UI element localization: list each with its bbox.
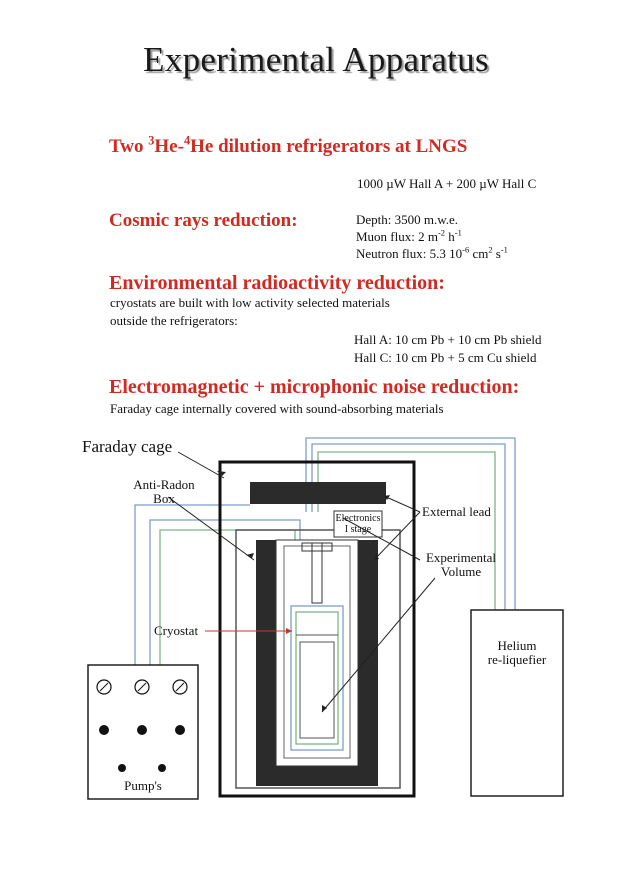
helium-reliquefier-label bbox=[471, 639, 563, 667]
power-note-b: W Hall A + 200 bbox=[393, 176, 480, 191]
anti-radon-label bbox=[128, 478, 200, 506]
experimental-volume-label-2: Volume bbox=[440, 564, 482, 579]
page-title: Experimental Apparatus bbox=[143, 40, 489, 79]
neutron-sup-3: -1 bbox=[500, 244, 508, 255]
pump-knob-3 bbox=[175, 725, 185, 735]
hall-a-shield: Hall A: 10 cm Pb + 10 cm Pb shield bbox=[354, 332, 542, 347]
experimental-volume-label bbox=[418, 551, 504, 579]
anti-radon-label-2: Box bbox=[153, 491, 175, 506]
muon-mid: h bbox=[445, 229, 455, 244]
experimental-volume-label-1: Experimental bbox=[425, 550, 497, 565]
cryostat-shell bbox=[276, 540, 358, 766]
dilution-heading-pre: Two bbox=[109, 136, 149, 157]
pump-knob-1 bbox=[99, 725, 109, 735]
leader-anti-radon bbox=[168, 497, 254, 560]
mu-symbol-a: µ bbox=[386, 176, 394, 191]
faraday-cage-label: Faraday cage bbox=[82, 437, 173, 456]
cosmic-heading: Cosmic rays reduction: bbox=[109, 210, 298, 231]
power-note-c: W Hall C bbox=[486, 176, 537, 191]
neutron-pre: Neutron flux: 5.3 10 bbox=[356, 246, 463, 261]
dilution-sup-4: 4 bbox=[183, 133, 191, 148]
pump-pipe-left bbox=[135, 505, 250, 665]
electronics-label-1: Electronics bbox=[335, 513, 381, 524]
helium-label-1: Helium bbox=[497, 638, 537, 653]
noise-heading: Electromagnetic + microphonic noise reduction: bbox=[109, 376, 520, 398]
top-lead-slab bbox=[250, 482, 386, 504]
pumps-label: Pump's bbox=[124, 778, 162, 793]
pump-knob-4 bbox=[118, 764, 126, 772]
environment-heading: Environmental radioactivity reduction: bbox=[109, 272, 445, 294]
neutron-mid-2: s bbox=[492, 246, 501, 261]
lead-wall-bottom bbox=[256, 766, 378, 786]
neutron-sup-2: 2 bbox=[488, 244, 493, 255]
lead-wall-right bbox=[358, 540, 378, 786]
muon-pre: Muon flux: 2 m bbox=[356, 229, 438, 244]
dilution-heading-mid: He- bbox=[154, 136, 184, 157]
mu-symbol-b: µ bbox=[479, 176, 487, 191]
environment-line-2: outside the refrigerators: bbox=[110, 313, 238, 328]
anti-radon-label-1: Anti-Radon bbox=[133, 477, 195, 492]
environment-line-1: cryostats are built with low activity selected materials bbox=[110, 295, 390, 310]
electronics-label bbox=[334, 513, 382, 535]
leader-faraday-cage bbox=[178, 452, 224, 478]
noise-line-1: Faraday cage internally covered with sound-absorbing materials bbox=[110, 401, 444, 416]
pump-knob-5 bbox=[158, 764, 166, 772]
lead-wall-left bbox=[256, 540, 276, 786]
hall-c-shield: Hall C: 10 cm Pb + 5 cm Cu shield bbox=[354, 350, 537, 365]
neutron-mid: cm bbox=[469, 246, 489, 261]
external-lead-label: External lead bbox=[422, 504, 491, 519]
cryostat-label: Cryostat bbox=[154, 623, 199, 638]
pump-knob-2 bbox=[137, 725, 147, 735]
helium-label-2: re-liquefier bbox=[487, 652, 547, 667]
muon-sup-1: -2 bbox=[437, 227, 446, 238]
power-note-a: 1000 bbox=[357, 176, 387, 191]
depth-line: Depth: 3500 m.w.e. bbox=[356, 212, 459, 227]
dilution-sup-3: 3 bbox=[148, 133, 155, 148]
muon-sup-2: -1 bbox=[454, 227, 462, 238]
dilution-heading-post: He dilution refrigerators at LNGS bbox=[190, 136, 468, 157]
neutron-sup-1: -6 bbox=[462, 244, 470, 255]
electronics-label-2: I stage bbox=[344, 524, 372, 535]
